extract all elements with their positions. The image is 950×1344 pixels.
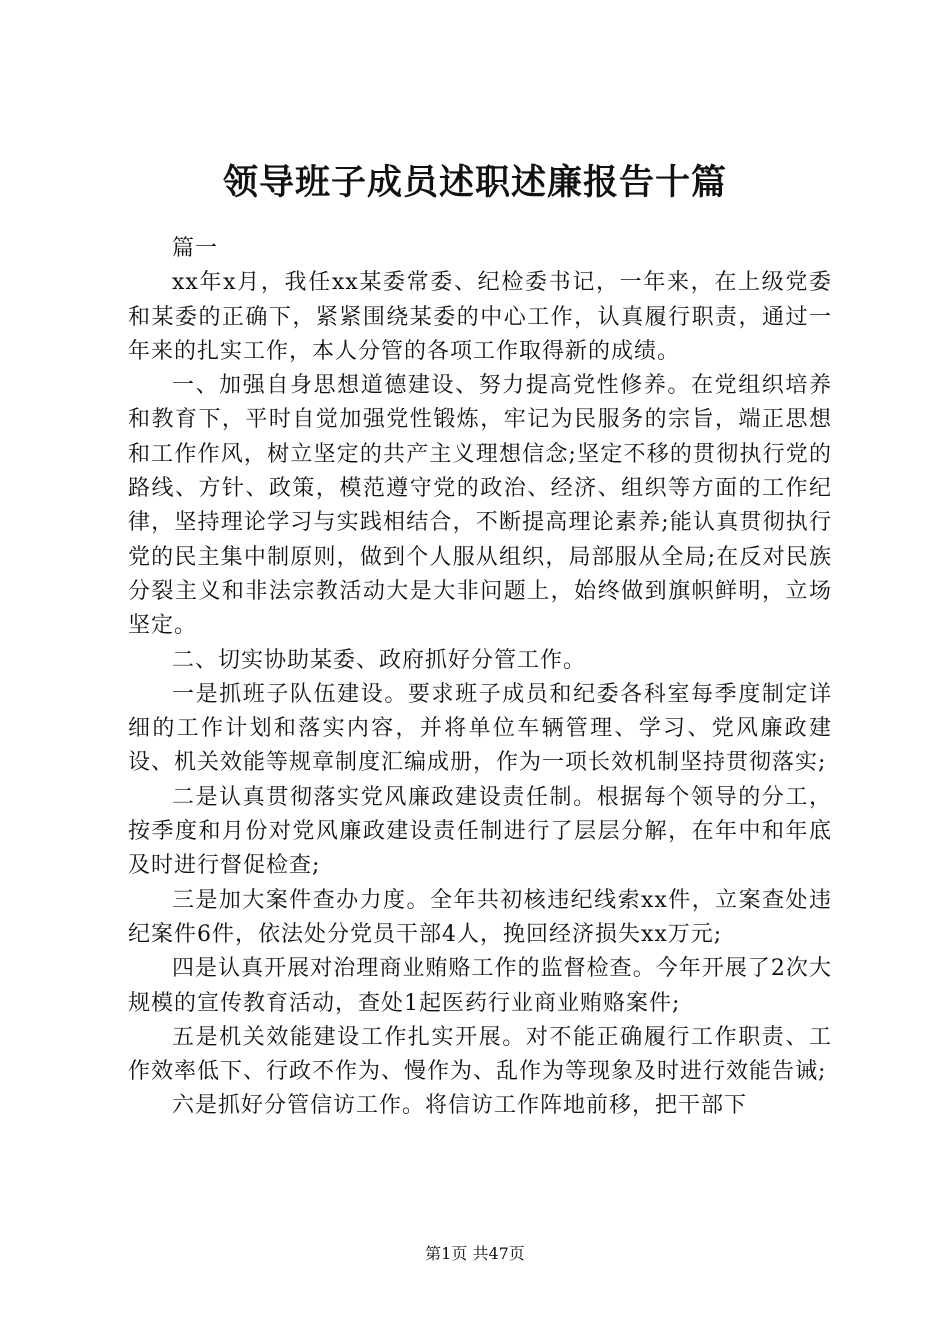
page-number-footer: 第1页 共47页 bbox=[425, 1244, 525, 1263]
paragraph: xx年x月，我任xx某委常委、纪检委书记，一年来，在上级党委和某委的正确下，紧紧围绕某委的中心工作，认真履行职责，通过一年来的扎实工作，本人分管的各项工作取得新的成绩。 bbox=[128, 270, 832, 364]
document-body bbox=[128, 232, 832, 1124]
paragraph: 三是加大案件查办力度。全年共初核违纪线索xx件，立案查处违纪案件6件，依法处分党员干部4人，挽回经济损失xx万元; bbox=[128, 887, 832, 947]
paragraph: 五是机关效能建设工作扎实开展。对不能正确履行工作职责、工作效率低下、行政不作为、慢作为、乱作为等现象及时进行效能告诫; bbox=[128, 1024, 832, 1085]
paragraph: 二是认真贯彻落实党风廉政建设责任制。根据每个领导的分工，按季度和月份对党风廉政建设责任制进行了层层分解，在年中和年底及时进行督促检查; bbox=[128, 784, 832, 879]
paragraph: 六是抓好分管信访工作。将信访工作阵地前移，把干部下 bbox=[172, 1093, 748, 1119]
paragraph: 一是抓班子队伍建设。要求班子成员和纪委各科室每季度制定详细的工作计划和落实内容，并将单位车辆管理、学习、党风廉政建设、机关效能等规章制度汇编成册，作为一项长效机制坚持贯彻落实; bbox=[128, 681, 832, 776]
document-title: 领导班子成员述职述廉报告十篇 bbox=[222, 162, 727, 203]
paragraph: 四是认真开展对治理商业贿赂工作的监督检查。今年开展了2次大规模的宣传教育活动，查处1起医药行业商业贿赂案件; bbox=[128, 956, 832, 1016]
section-heading: 篇一 bbox=[172, 236, 219, 261]
paragraph: 一、加强自身思想道德建设、努力提高党性修养。在党组织培养和教育下，平时自觉加强党性锻炼，牢记为民服务的宗旨，端正思想和工作作风，树立坚定的共产主义理想信念;坚定不移的贯彻执行党的路线、方针、政策，模范遵守党的政治、经济、组织等方面的工作纪律，坚持理论学习与实践相结合，不断提高理论素养;能认真贯彻执行党的民主集中制原则，做到个人服从组织，局部服从全局;在反对民族分裂主义和非法宗教活动大是大非问题上，始终做到旗帜鲜明，立场坚定。 bbox=[128, 373, 832, 639]
paragraph: 二、切实协助某委、政府抓好分管工作。 bbox=[172, 647, 587, 673]
